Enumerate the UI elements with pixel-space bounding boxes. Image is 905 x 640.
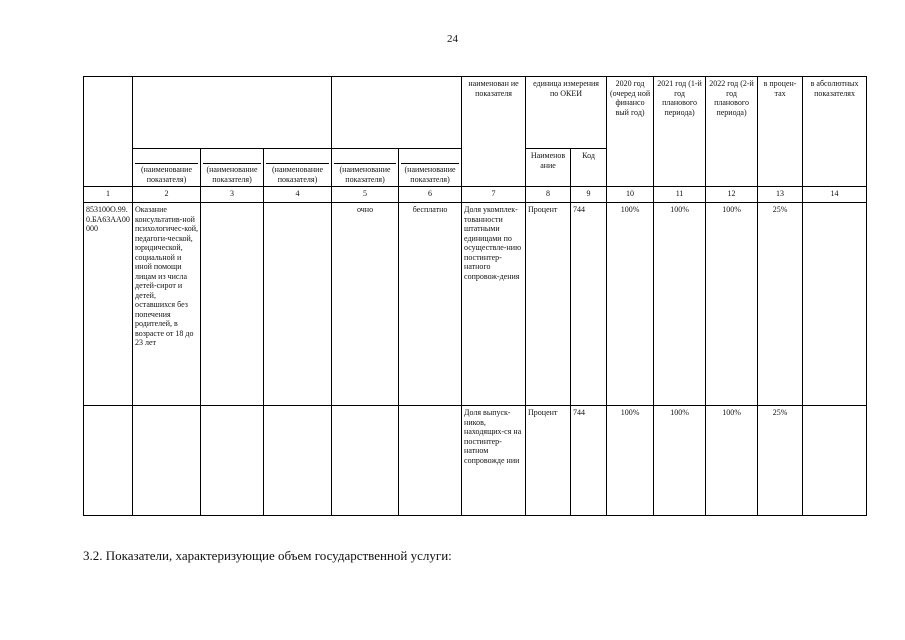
column-number: 13: [758, 187, 803, 203]
unit-name: Процент: [526, 203, 571, 406]
header-okei-name: Наименов ание: [526, 149, 571, 187]
column-number: 3: [201, 187, 264, 203]
header-cell-1: [84, 77, 133, 187]
cell-col-3: [201, 203, 264, 406]
name-label-text: (наименование показателя): [266, 163, 329, 184]
column-number: 5: [332, 187, 399, 203]
deviation-absolute: [803, 406, 867, 516]
value-2022: 100%: [706, 406, 758, 516]
cell-col-4: [264, 406, 332, 516]
column-number: 14: [803, 187, 867, 203]
page-number: 24: [447, 33, 458, 45]
header-okei-code: Код: [571, 149, 607, 187]
column-number: 8: [526, 187, 571, 203]
header-year-2021: 2021 год (1-й год планового периода): [654, 77, 706, 187]
okei-code: 744: [571, 406, 607, 516]
value-2020: 100%: [607, 406, 654, 516]
name-label-5: [332, 149, 399, 187]
service-form: [332, 406, 399, 516]
value-2020: 100%: [607, 203, 654, 406]
cell-col-4: [264, 203, 332, 406]
column-number: 4: [264, 187, 332, 203]
name-label-text: (наименование показателя): [334, 163, 396, 184]
header-deviation-absolute: в абсолютных показателях: [803, 77, 867, 187]
deviation-absolute: [803, 203, 867, 406]
name-label-2: [133, 149, 201, 187]
deviation-percent: 25%: [758, 406, 803, 516]
header-cell-5-6: [332, 77, 462, 149]
column-number: 11: [654, 187, 706, 203]
column-number: 6: [399, 187, 462, 203]
header-deviation-percent: в процен-тах: [758, 77, 803, 187]
payment-type: [399, 406, 462, 516]
name-label-text: (наименование показателя): [135, 163, 198, 184]
header-year-2022: 2022 год (2-й год планового периода): [706, 77, 758, 187]
name-label-6: [399, 149, 462, 187]
name-label-3: [201, 149, 264, 187]
name-label-4: [264, 149, 332, 187]
table-row: [84, 203, 867, 406]
service-description: Оказание консультатив-ной психологичес-кой, педагоги-ческой, юридической, социальной и иной помощи лицам из числа детей-сирот и детей, оставшихся без попечения родителей, в возрасте от 18 до 23 лет: [133, 203, 201, 406]
indicator-name: Доля выпуск-ников, находящих-ся на постинтер-натном сопровожде нии: [462, 406, 526, 516]
column-number: 9: [571, 187, 607, 203]
unit-name: Процент: [526, 406, 571, 516]
header-okei-unit: единица измерения по ОКЕИ: [526, 77, 607, 149]
column-number: 2: [133, 187, 201, 203]
header-row-1: [84, 77, 867, 149]
name-label-text: (наименование показателя): [203, 163, 261, 184]
column-number: 10: [607, 187, 654, 203]
section-heading: 3.2. Показатели, характеризующие объем государственной услуги:: [83, 548, 452, 563]
header-year-2020: 2020 год (очеред ной финансо вый год): [607, 77, 654, 187]
okei-code: 744: [571, 203, 607, 406]
column-number: 7: [462, 187, 526, 203]
column-number: 1: [84, 187, 133, 203]
name-label-text: (наименование показателя): [401, 163, 459, 184]
column-number-row: [84, 187, 867, 203]
registry-code: 853100О.99.0.БА63АА00000: [84, 203, 133, 406]
service-form: очно: [332, 203, 399, 406]
header-indicator-name: наименован ие показателя: [462, 77, 526, 187]
value-2021: 100%: [654, 203, 706, 406]
value-2022: 100%: [706, 203, 758, 406]
indicators-table: [83, 76, 867, 516]
table-row: [84, 406, 867, 516]
service-description: [133, 406, 201, 516]
registry-code: [84, 406, 133, 516]
column-number: 12: [706, 187, 758, 203]
deviation-percent: 25%: [758, 203, 803, 406]
cell-col-3: [201, 406, 264, 516]
header-cell-2-4: [133, 77, 332, 149]
value-2021: 100%: [654, 406, 706, 516]
payment-type: бесплатно: [399, 203, 462, 406]
indicator-name: Доля укомплек-тованности штатными единицами по осуществле-нию постинтер-натного сопровож-дения: [462, 203, 526, 406]
